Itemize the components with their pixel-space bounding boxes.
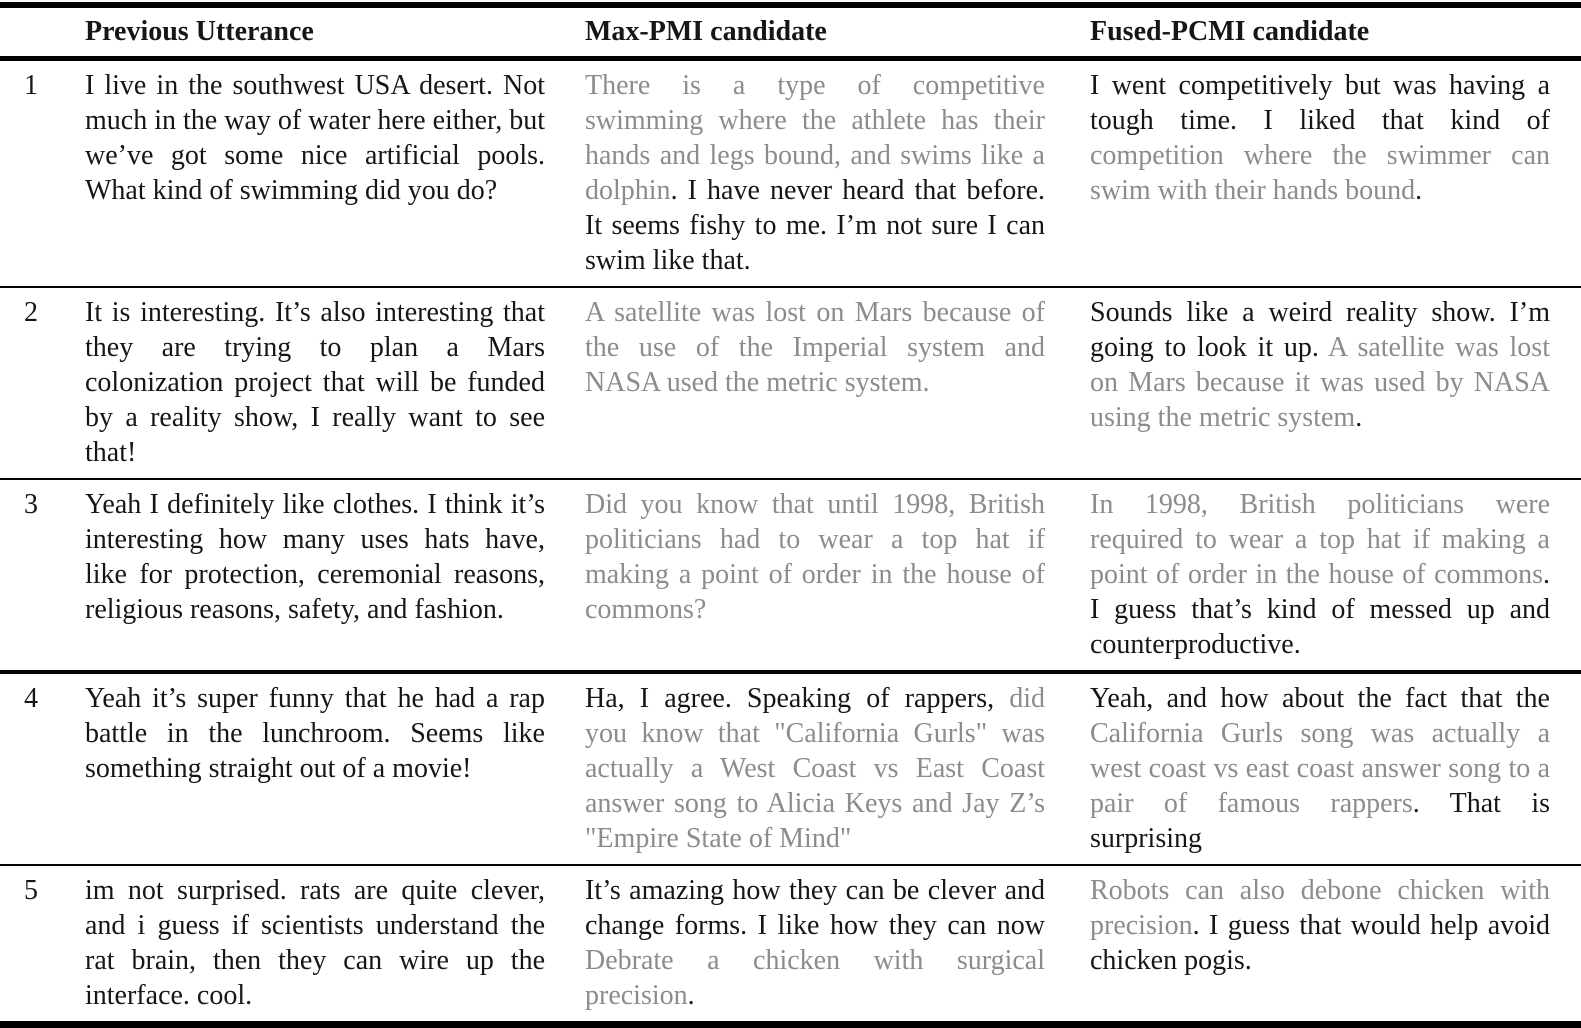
grounding-text-segment: Robots can also debone chicken with precision	[1090, 875, 1550, 941]
fused-pcmi-column-header: Fused-PCMI candidate	[1090, 16, 1370, 47]
previous-utterance-cell	[85, 287, 585, 479]
fused-pcmi-candidate-cell	[1090, 865, 1581, 1025]
previous-utterance-cell	[85, 479, 585, 672]
dialogue-text-segment: . I guess that’s kind of messed up and counterproductive.	[1090, 559, 1550, 660]
max-pmi-candidate-cell	[585, 287, 1090, 479]
row-index: 1	[24, 70, 38, 101]
max-pmi-candidate-cell	[585, 479, 1090, 672]
row-index: 4	[24, 683, 38, 714]
dialogue-text-segment: It’s amazing how they can be clever and change forms. I like how they can now	[585, 875, 1045, 941]
fused-pcmi-candidate-cell	[1090, 287, 1581, 479]
table-row	[0, 287, 1581, 479]
table-row	[0, 865, 1581, 1025]
max-pmi-candidate-cell	[585, 59, 1090, 288]
dialogue-text-segment: im not surprised. rats are quite clever, and i guess if scientists understand the rat brain, then they can wire up the interface. cool.	[85, 875, 545, 1011]
table-header	[0, 5, 1581, 59]
previous-utterance-column-header: Previous Utterance	[85, 16, 314, 47]
row-index: 5	[24, 875, 38, 906]
dialogue-text-segment: .	[1355, 402, 1363, 433]
dialogue-text-segment: .	[1415, 175, 1423, 206]
dialogue-text-segment: . I guess that would help avoid chicken pogis.	[1090, 910, 1550, 976]
header-row	[0, 5, 1581, 59]
grounding-text-segment: competition where the swimmer can swim with their hands bound	[1090, 140, 1550, 206]
previous-utterance-cell	[85, 865, 585, 1025]
dialogue-text-segment: .	[687, 980, 695, 1011]
grounding-text-segment: Debrate a chicken with surgical precision	[585, 945, 1045, 1011]
max-pmi-column-header: Max-PMI candidate	[585, 16, 827, 47]
fused-pcmi-candidate-cell	[1090, 672, 1581, 865]
grounding-text-segment: A satellite was lost on Mars because it was used by NASA using the metric system	[1090, 332, 1550, 433]
grounding-text-segment: A satellite was lost on Mars because of the use of the Imperial system and NASA used the metric system.	[585, 297, 1045, 398]
index-column-header	[0, 5, 85, 59]
dialogue-text-segment: . I have never heard that before. It seems fishy to me. I’m not sure I can swim like that.	[585, 175, 1045, 276]
max-pmi-candidate-cell	[585, 865, 1090, 1025]
dialogue-text-segment: Yeah, and how about the fact that the	[1090, 683, 1550, 714]
dialogue-text-segment: Yeah I definitely like clothes. I think it’s interesting how many uses hats have, like for protection, ceremonial reasons, religious reasons, safety, and fashion.	[85, 489, 545, 625]
fused-pcmi-candidate-cell	[1090, 479, 1581, 672]
row-index: 2	[24, 297, 38, 328]
dialogue-text-segment: Ha, I agree. Speaking of rappers,	[585, 683, 1010, 714]
dialogue-text-segment: I live in the southwest USA desert. Not much in the way of water here either, but we’ve got some nice artificial pools. What kind of swimming did you do?	[85, 70, 545, 206]
grounding-text-segment: Did you know that until 1998, British politicians had to wear a top hat if making a point of order in the house of commons?	[585, 489, 1045, 625]
table-row	[0, 672, 1581, 865]
dialogue-text-segment: It is interesting. It’s also interesting that they are trying to plan a Mars colonization project that will be funded by a reality show, I really want to see that!	[85, 297, 545, 468]
candidate-comparison-table	[0, 2, 1581, 1028]
grounding-text-segment: In 1998, British politicians were required to wear a top hat if making a point of order in the house of commons	[1090, 489, 1550, 590]
fused-pcmi-candidate-cell	[1090, 59, 1581, 288]
grounding-text-segment: did you know that "California Gurls" was actually a West Coast vs East Coast answer song to Alicia Keys and Jay Z’s "Empire State of Mind"	[585, 683, 1045, 854]
grounding-text-segment: There is a type of competitive swimming where the athlete has their hands and legs bound, and swims like a dolphin	[585, 70, 1045, 206]
dialogue-text-segment: Sounds like a weird reality show. I’m going to look it up.	[1090, 297, 1550, 363]
previous-utterance-cell	[85, 672, 585, 865]
table-body	[0, 59, 1581, 1025]
grounding-text-segment: California Gurls song was actually a west coast vs east coast answer song to a pair of famous rappers	[1090, 718, 1550, 819]
table-row	[0, 59, 1581, 288]
dialogue-text-segment: . That is surprising	[1090, 788, 1550, 854]
table-row	[0, 479, 1581, 672]
max-pmi-candidate-cell	[585, 672, 1090, 865]
dialogue-text-segment: Yeah it’s super funny that he had a rap battle in the lunchroom. Seems like something straight out of a movie!	[85, 683, 545, 784]
previous-utterance-cell	[85, 59, 585, 288]
dialogue-text-segment: I went competitively but was having a tough time. I liked that kind of	[1090, 70, 1550, 136]
row-index: 3	[24, 489, 38, 520]
